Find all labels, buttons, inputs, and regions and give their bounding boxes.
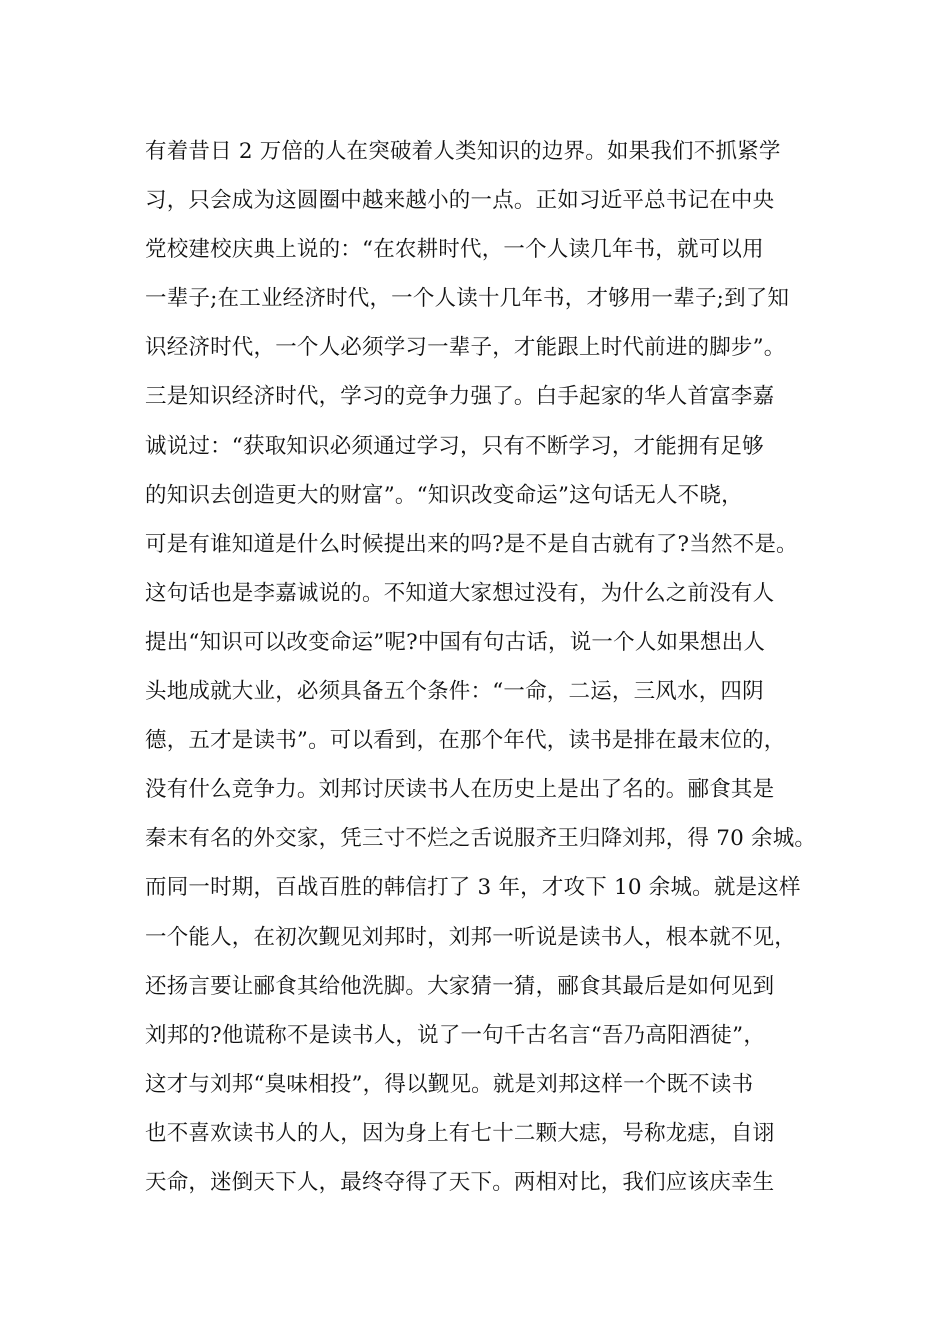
text-line: 德，五才是读书”。可以看到，在那个年代，读书是排在最末位的， bbox=[145, 728, 786, 754]
text-line: 这句话也是李嘉诚说的。不知道大家想过没有，为什么之前没有人 bbox=[145, 580, 775, 606]
text-line: 也不喜欢读书人的人，因为身上有七十二颗大痣，号称龙痣，自诩 bbox=[145, 1120, 775, 1146]
body-text bbox=[145, 127, 825, 1207]
text-line: 这才与刘邦“臭味相投”，得以觐见。就是刘邦这样一个既不读书 bbox=[145, 1071, 754, 1097]
text-line: 习，只会成为这圆圈中越来越小的一点。正如习近平总书记在中央 bbox=[145, 188, 775, 214]
text-line: 秦末有名的外交家，凭三寸不烂之舌说服齐王归降刘邦，得 70 余城。 bbox=[145, 826, 817, 852]
text-line: 没有什么竞争力。刘邦讨厌读书人在历史上是出了名的。郦食其是 bbox=[145, 777, 775, 803]
text-line: 识经济时代，一个人必须学习一辈子，才能跟上时代前进的脚步”。 bbox=[145, 335, 786, 361]
text-line: 一个能人，在初次觐见刘邦时，刘邦一听说是读书人，根本就不见， bbox=[145, 924, 797, 950]
text-line: 可是有谁知道是什么时候提出来的吗?是不是自古就有了?当然不是。 bbox=[145, 531, 798, 557]
text-line: 三是知识经济时代，学习的竞争力强了。白手起家的华人首富李嘉 bbox=[145, 384, 775, 410]
text-line: 一辈子;在工业经济时代，一个人读十几年书，才够用一辈子;到了知 bbox=[145, 286, 790, 312]
text-line: 的知识去创造更大的财富”。“知识改变命运”这句话无人不晓， bbox=[145, 482, 743, 508]
text-line: 头地成就大业，必须具备五个条件：“一命，二运，三风水，四阴 bbox=[145, 679, 764, 705]
text-line: 天命，迷倒天下人，最终夺得了天下。两相对比，我们应该庆幸生 bbox=[145, 1169, 775, 1195]
text-line: 还扬言要让郦食其给他洗脚。大家猜一猜，郦食其最后是如何见到 bbox=[145, 973, 775, 999]
text-line: 刘邦的?他谎称不是读书人，说了一句千古名言“吾乃高阳酒徒”， bbox=[145, 1022, 766, 1048]
text-line: 提出“知识可以改变命运”呢?中国有句古话，说一个人如果想出人 bbox=[145, 629, 766, 655]
text-line: 党校建校庆典上说的：“在农耕时代，一个人读几年书，就可以用 bbox=[145, 237, 764, 263]
text-line: 诚说过：“获取知识必须通过学习，只有不断学习，才能拥有足够 bbox=[145, 433, 764, 459]
text-line: 而同一时期，百战百胜的韩信打了 3 年，才攻下 10 余城。就是这样 bbox=[145, 875, 801, 901]
text-line: 有着昔日 2 万倍的人在突破着人类知识的边界。如果我们不抓紧学 bbox=[145, 139, 781, 164]
